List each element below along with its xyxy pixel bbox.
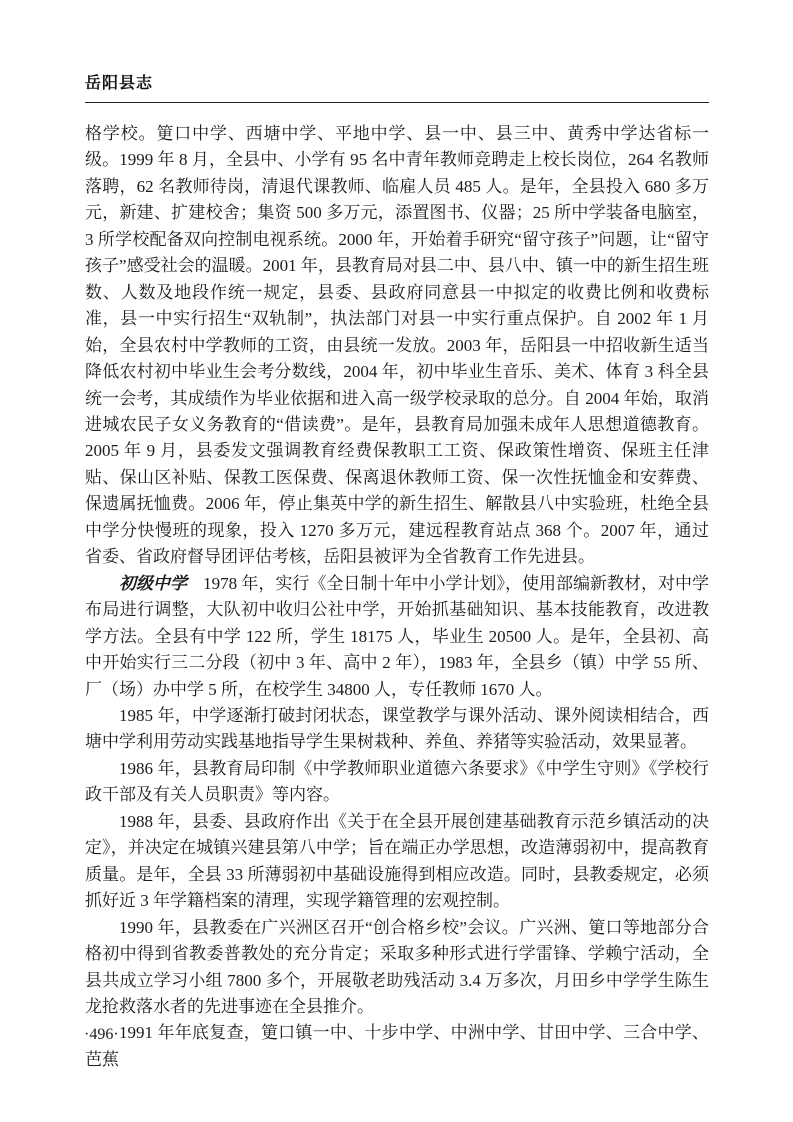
paragraph-1990: 1990 年，县教委在广兴洲区召开“创合格乡校”会议。广兴洲、筻口等地部分合格初中得到省教委普教处的充分肯定；采取多种形式进行学雷锋、学赖宁活动，全县共成立学习小组 7800 多个，开展敬老助残活动 3.4 万多次，月田乡中学学生陈生龙抢救落水者的先进事迹在全县推介。 <box>85 917 709 1016</box>
paragraph-junior-middle-school <box>85 571 709 703</box>
paragraph-lead: 初级中学 <box>119 573 188 593</box>
paragraph-text: 1978 年，实行《全日制十年中小学计划》，使用部编新教材，对中学布局进行调整，大队初中收归公社中学，开始抓基础知识、基本技能教育，改进教学方法。全县有中学 122 所，学生 18175 人，毕业生 20500 人。是年，全县初、高中开始实行三二分段（初中 3 年、高中 2 年），1983 年，全县乡（镇）中学 55 所、厂（场）办中学 5 所，在校学生 34800 人，专任教师 1670 人。 <box>85 573 710 699</box>
paragraph-continued: 格学校。筻口中学、西塘中学、平地中学、县一中、县三中、黄秀中学达省标一级。1999 年 8 月，全县中、小学有 95 名中青年教师竞聘走上校长岗位，264 名教师落聘，62 名教师待岗，清退代课教师、临雇人员 485 人。是年，全县投入 680 多万元，新建、扩建校舍；集资 500 多万元，添置图书、仪器；25 所中学装备电脑室，3 所学校配备双向控制电视系统。2000 年，开始着手研究“留守孩子”问题，让“留守孩子”感受社会的温暖。2001 年，县教育局对县二中、县八中、镇一中的新生招生班数、人数及地段作统一规定，县委、县政府同意县一中拟定的收费比例和收费标准，县一中实行招生“双轨制”，执法部门对县一中实行重点保护。自 2002 年 1 月始，全县农村中学教师的工资，由县统一发放。2003 年，岳阳县一中招收新生适当降低农村初中毕业生会考分数线，2004 年，初中毕业生音乐、美术、体育 3 科全县统一会考，其成绩作为毕业依据和进入高一级学校录取的总分。自 2004 年始，取消进城农民子女义务教育的“借读费”。是年，县教育局加强未成年人思想道德教育。2005 年 9 月，县委发文强调教育经费保教职工工资、保政策性增资、保班主任津贴、保山区补贴、保教工医保费、保离退休教师工资、保一次性抚恤金和安葬费、保遗属抚恤费。2006 年，停止集英中学的新生招生、解散县八中实验班，杜绝全县中学分快慢班的现象，投入 1270 多万元，建远程教育站点 368 个。2007 年，通过省委、省政府督导团评估考核，岳阳县被评为全省教育工作先进县。 <box>85 124 709 567</box>
paragraph-1985: 1985 年，中学逐渐打破封闭状态，课堂教学与课外活动、课外阅读相结合，西塘中学利用劳动实践基地指导学生果树栽种、养鱼、养猪等实验活动，效果显著。 <box>85 705 709 752</box>
running-header-title: 岳阳县志 <box>85 75 154 92</box>
page-body <box>85 121 709 1073</box>
page-number: ·496· <box>84 1026 119 1043</box>
paragraph-1988: 1988 年，县委、县政府作出《关于在全县开展创建基础教育示范乡镇活动的决定》，并决定在城镇兴建县第八中学；旨在端正办学思想，改造薄弱初中，提高教育质量。是年，全县 33 所薄弱初中基础设施得到相应改造。同时，县教委规定，必须抓好近 3 年学籍档案的清理，实现学籍管理的宏观控制。 <box>85 811 709 911</box>
header-rule <box>85 102 709 103</box>
paragraph-1991: 1991 年年底复查，筻口镇一中、十步中学、中洲中学、甘田中学、三合中学、芭蕉 <box>85 1023 709 1069</box>
paragraph-1986: 1986 年，县教育局印制《中学教师职业道德六条要求》《中学生守则》《学校行政干部及有关人员职责》等内容。 <box>85 758 709 805</box>
